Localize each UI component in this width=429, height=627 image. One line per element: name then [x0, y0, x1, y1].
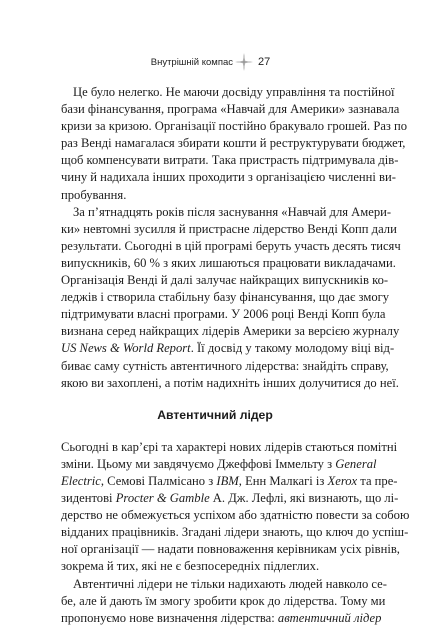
section-heading: Автентичний лідер — [157, 407, 273, 422]
text-line: Організація Венді й далі залучає найкращих випускників ко- — [61, 273, 389, 288]
text-line: зидентові Procter & Gamble А. Дж. Лефлі, які визнають, що лі- — [61, 491, 399, 506]
text-line: пробування. — [61, 187, 127, 202]
text-line: бе, але й дають їм змогу зробити крок до лідерства. Тому ми — [61, 593, 386, 608]
text-line: бази фінансування, програма «Навчай для Америки» зазнавала — [61, 102, 400, 117]
text-line: раз Венді намагалася збирати кошти й реструктурувати бюджет, — [61, 136, 406, 151]
running-head — [0, 55, 429, 71]
text-line: Автентичні лідери не тільки надихають людей навколо се- — [73, 576, 387, 591]
text-line: ної організації — надати повноваження керівникам усіх рівнів, — [61, 542, 400, 557]
text-line: ки» невтомні зусилля й пристрасне лідерство Венді Копп дали — [61, 221, 397, 236]
text-line: підтримувати власні програми. У 2006 році Венді Копп була — [61, 307, 386, 322]
text-line: леджів і створила стабільну базу фінансування, що дає змогу — [61, 290, 390, 305]
page-number: 27 — [258, 56, 271, 68]
text-line: Це було нелегко. Не маючи досвіду управління та постійної — [73, 85, 395, 99]
text-line: результати. Сьогодні в цій програмі беруть участь десять тисяч — [61, 238, 401, 253]
running-head-title: Внутрішній компас — [150, 57, 233, 68]
text-line: якою ви захоплені, а потім надихніть інших долучитися до неї. — [61, 375, 399, 390]
text-line: випускників, 60 % з яких лишаються працювати викладачами. — [61, 255, 396, 270]
text-line: кризи за кризою. Організації постійно бракувало грошей. Раз по — [61, 119, 408, 134]
text-line: дерство не обмежується успіхом або здатністю повести за собою — [61, 508, 410, 523]
page-body — [61, 84, 410, 627]
compass-star-icon — [235, 53, 253, 71]
paragraph-1 — [61, 84, 408, 204]
text-line: зміни. Цьому ми завдячуємо Джеффові Іммельту з General — [61, 456, 377, 471]
text-line: пропонуємо нове визначення лідерства: автентичний лідер — [61, 610, 382, 625]
text-line: щоб компенсувати витрати. Така пристрасть підтримувала дів- — [61, 153, 399, 168]
paragraph-2 — [61, 204, 401, 392]
text-line: визнана серед найкращих лідерів Америки за версією журналу — [61, 324, 400, 339]
text-line: Electric, Семові Палмісано з IBM, Енн Малкагі із Xerox та пре- — [61, 473, 398, 488]
text-line: Сьогодні в кар’єрі та характері нових лідерів стаються помітні — [61, 439, 398, 454]
text-line: відданих працівників. Згадані лідери знають, що ключ до успіш- — [61, 525, 409, 540]
text-line: биває саму сутність автентичного лідерства: знайдіть справу, — [61, 358, 389, 373]
text-line: За п’ятнадцять років після заснування «Навчай для Амери- — [73, 204, 392, 219]
text-line-italic-title: US News & World Report. Її досвід у такому молодому віці від- — [61, 341, 395, 356]
paragraph-4 — [61, 576, 387, 627]
text-line: чину й надихала інших проходити з організацією численні ви- — [61, 170, 396, 185]
text-line: зокрема й тих, які не є безпосередніх підлеглих. — [61, 559, 320, 574]
paragraph-3 — [61, 439, 410, 576]
